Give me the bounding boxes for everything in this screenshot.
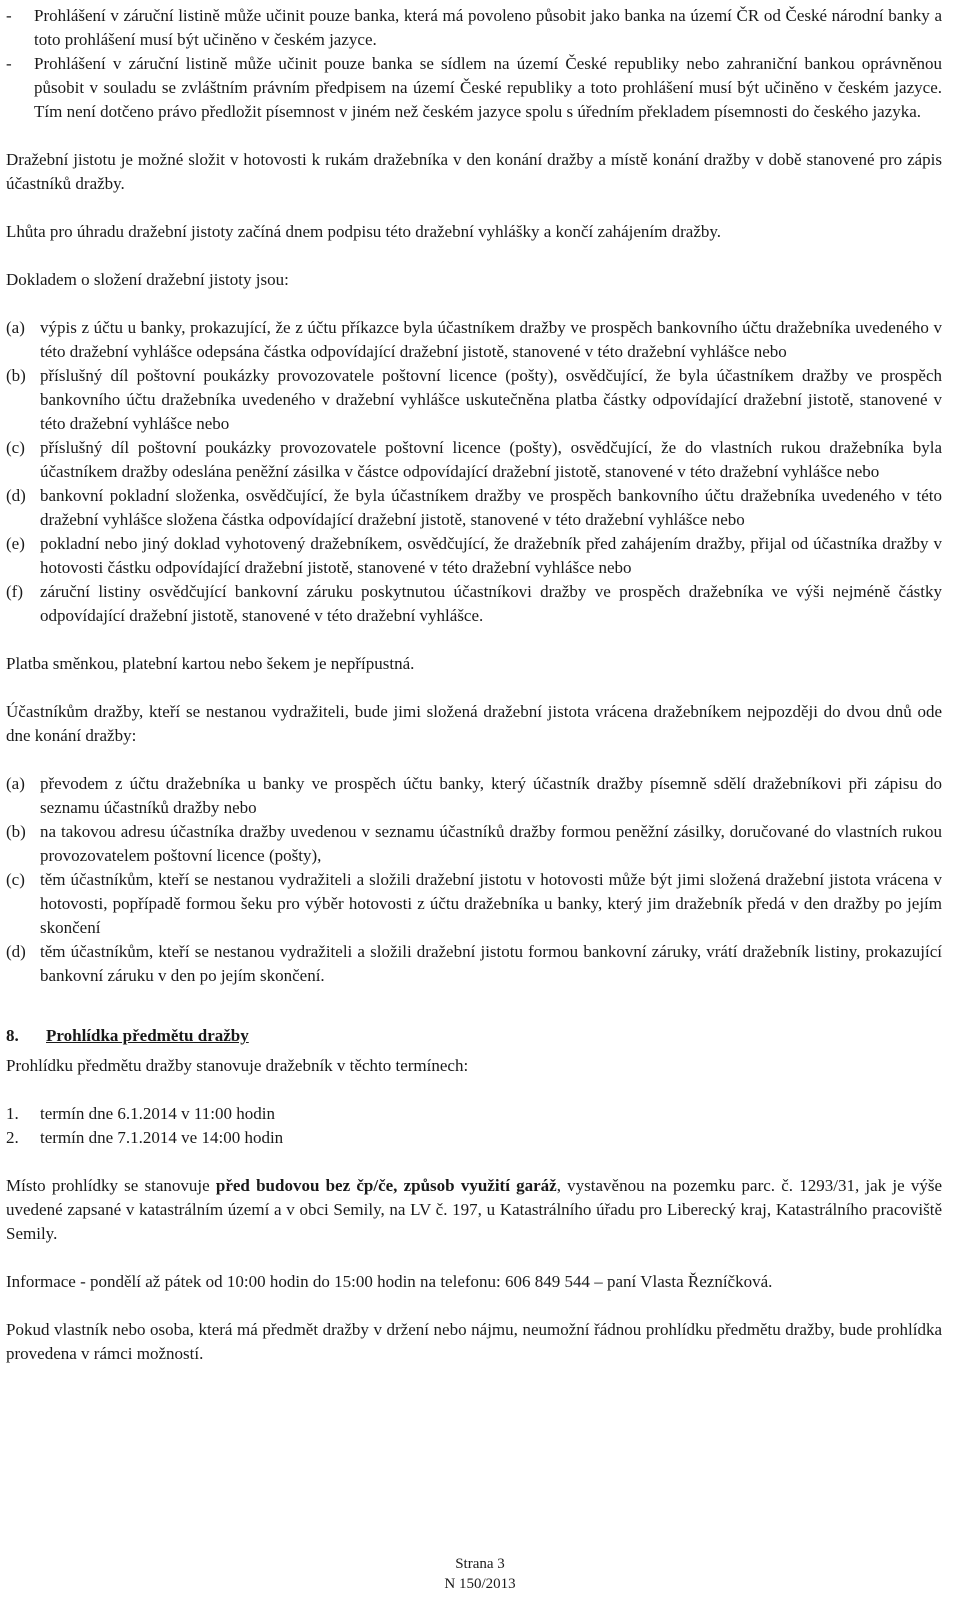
- page-footer: [0, 1554, 960, 1594]
- list-marker: (f): [6, 582, 23, 601]
- proof-item-f: [6, 580, 942, 628]
- owner-note: Pokud vlastník nebo osoba, která má předmět dražby v držení nebo nájmu, neumožní řádnou prohlídku předmětu dražby, bude prohlídka provedena v rámci možností.: [6, 1320, 942, 1363]
- inspection-place: [6, 1174, 942, 1246]
- list-marker: (c): [6, 870, 25, 889]
- proof-item-b: [6, 364, 942, 436]
- list-marker: (b): [6, 366, 26, 385]
- payment-paragraph: Platba směnkou, platební kartou nebo šekem je nepřípustná.: [6, 654, 415, 673]
- intro-item-1: [6, 4, 942, 52]
- term-text: termín dne 6.1.2014 v 11:00 hodin: [40, 1104, 275, 1123]
- term-text: termín dne 7.1.2014 ve 14:00 hodin: [40, 1128, 284, 1147]
- list-marker: (a): [6, 774, 25, 793]
- proof-item-e: [6, 532, 942, 580]
- proof-item-d: [6, 484, 942, 532]
- proof-item-c: [6, 436, 942, 484]
- section-number: 8.: [6, 1026, 19, 1045]
- list-marker: (d): [6, 486, 26, 505]
- place-text-start: Místo prohlídky se stanovuje: [6, 1176, 216, 1195]
- place-text-end: , vystavěnou na pozemku parc. č. 1293/31, jak je výše uvedené zapsané v katastrálním území a v obci Semily, na LV č. 197, u Katastrálního úřadu pro Liberecký kraj, Katastrálního pracoviště Semily.: [6, 1176, 942, 1243]
- proof-text: bankovní pokladní složenka, osvědčující, že byla účastníkem dražby ve prospěch bankovního účtu dražebníka uvedeného v této dražební vyhlášce složena částka odpovídající dražební jistotě, stanovené v této dražební vyhlášce nebo: [40, 486, 942, 529]
- refund-item-c: [6, 868, 942, 940]
- proof-item-a: [6, 316, 942, 364]
- list-marker: (d): [6, 942, 26, 961]
- list-marker: (e): [6, 534, 25, 553]
- inspection-intro: Prohlídku předmětu dražby stanovuje dražebník v těchto termínech:: [6, 1056, 469, 1075]
- section-8-heading: [6, 1024, 942, 1048]
- reference-number: N 150/2013: [444, 1576, 516, 1592]
- intro-text-1: Prohlášení v záruční listině může učinit pouze banka, která má povoleno působit jako banka na území ČR od České národní banky a toto prohlášení musí být učiněno v českém jazyce.: [34, 6, 942, 49]
- refund-intro: Účastníkům dražby, kteří se nestanou vydražiteli, bude jimi složená dražební jistota vrácena dražebníkem nejpozději do dvou dnů ode dne konání dražby:: [6, 702, 942, 745]
- refund-item-d: [6, 940, 942, 988]
- section-title: Prohlídka předmětu dražby: [46, 1026, 249, 1045]
- page-number: Strana 3: [455, 1556, 505, 1572]
- refund-text: převodem z účtu dražebníka u banky ve prospěch účtu banky, který účastník dražby písemně sdělí dražebníkovi při zápisu do seznamu účastníků dražby nebo: [40, 774, 942, 817]
- list-marker: 1.: [6, 1104, 19, 1123]
- inspection-term-2: [6, 1126, 942, 1150]
- proof-text: příslušný díl poštovní poukázky provozovatele poštovní licence (pošty), osvědčující, že do vlastních rukou dražebníka byla účastníkem dražby odeslána peněžní zásilka v částce odpovídající dražební jistotě, stanovené v této dražební vyhlášce nebo: [40, 438, 942, 481]
- refund-text: na takovou adresu účastníka dražby uvedenou v seznamu účastníků dražby formou peněžní zásilky, doručované do vlastních rukou provozovatelem poštovní licence (pošty),: [40, 822, 942, 865]
- proof-text: příslušný díl poštovní poukázky provozovatele poštovní licence (pošty), osvědčující, že byla účastníkem dražby ve prospěch bankovního účtu dražebníka uvedeného v dražební vyhlášce uskutečněna platba částky odpovídající dražební jistotě, stanovené v této dražební vyhlášce nebo: [40, 366, 942, 433]
- refund-text: těm účastníkům, kteří se nestanou vydražiteli a složili dražební jistotu formou bankovní záruky, vrátí dražebník listiny, prokazující bankovní záruku v den po jejím skončení.: [40, 942, 942, 985]
- list-marker: (b): [6, 822, 26, 841]
- list-marker: 2.: [6, 1128, 19, 1147]
- proof-text: pokladní nebo jiný doklad vyhotovený dražebníkem, osvědčující, že dražebník před zahájením dražby, přijal od účastníka dražby v hotovosti částku odpovídající dražební jistotě, stanovené v této dražební vyhlášce nebo: [40, 534, 942, 577]
- intro-item-2: [6, 52, 942, 124]
- document-page: [6, 4, 942, 1366]
- proof-text: výpis z účtu u banky, prokazující, že z účtu příkazce byla účastníkem dražby ve prospěch bankovního účtu dražebníka uvedeného v této dražební vyhlášce odepsána částka odpovídající dražební jistotě, stanovené v této dražební vyhlášce nebo: [40, 318, 942, 361]
- proof-text: záruční listiny osvědčující bankovní záruku poskytnutou účastníkovi dražby ve prospěch dražebníka ve výši nejméně částky odpovídající dražební jistotě, stanovené v této dražební vyhlášce.: [40, 582, 942, 625]
- refund-text: těm účastníkům, kteří se nestanou vydražiteli a složili dražební jistotu v hotovosti může být jimi složená dražební jistota vrácena v hotovosti, popřípadě formou šeku pro výběr hotovosti z účtu dražebníka u banky, který jim dražebník předá v den dražby po jejím skončení: [40, 870, 942, 937]
- refund-item-b: [6, 820, 942, 868]
- list-marker: -: [6, 6, 12, 25]
- deadline-paragraph: Lhůta pro úhradu dražební jistoty začíná dnem podpisu této dražební vyhlášky a končí zahájením dražby.: [6, 222, 722, 241]
- contact-info: Informace - pondělí až pátek od 10:00 hodin do 15:00 hodin na telefonu: 606 849 544 – paní Vlasta Řezníčková.: [6, 1272, 773, 1291]
- refund-item-a: [6, 772, 942, 820]
- proof-intro: Dokladem o složení dražební jistoty jsou:: [6, 270, 289, 289]
- place-text-bold: před budovou bez čp/če, způsob využití garáž: [215, 1176, 557, 1195]
- list-marker: (a): [6, 318, 25, 337]
- list-marker: -: [6, 54, 12, 73]
- intro-text-2: Prohlášení v záruční listině může učinit pouze banka se sídlem na území České republiky nebo zahraniční bankou oprávněnou působit v souladu se zvláštním právním předpisem na území České republiky a toto prohlášení musí být učiněno v českém jazyce. Tím není dotčeno právo předložit písemnost v jiném než českém jazyce spolu s úředním překladem písemnosti do českého jazyka.: [34, 54, 942, 121]
- inspection-term-1: [6, 1102, 942, 1126]
- list-marker: (c): [6, 438, 25, 457]
- deposit-paragraph: Dražební jistotu je možné složit v hotovosti k rukám dražebníka v den konání dražby a místě konání dražby v době stanovené pro zápis účastníků dražby.: [6, 150, 942, 193]
